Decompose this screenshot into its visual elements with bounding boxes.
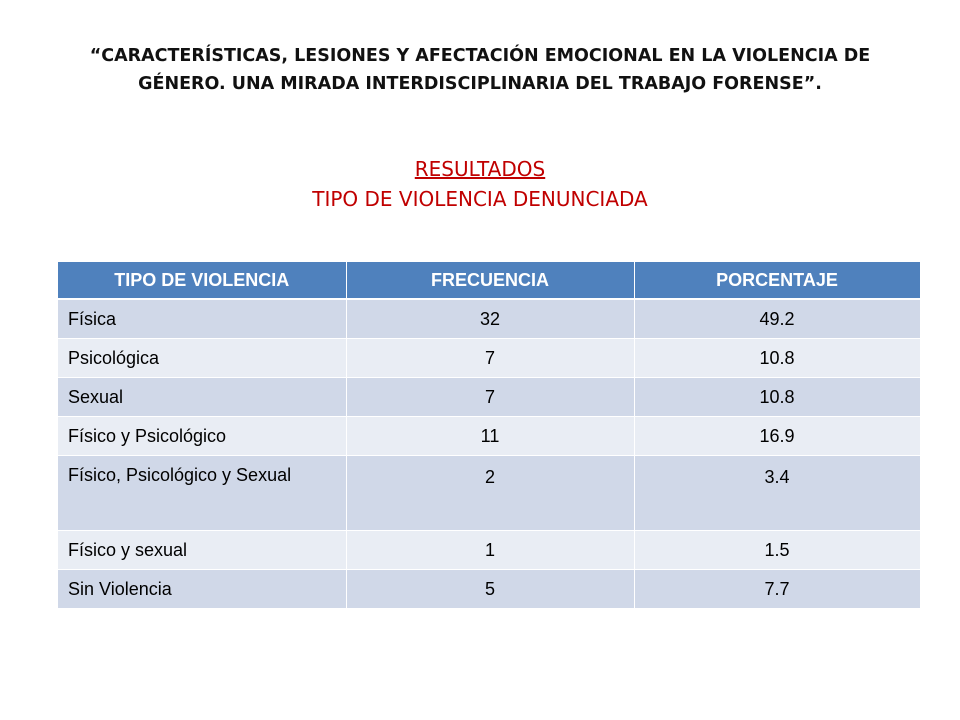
cell-frecuencia: 2 <box>346 456 634 531</box>
cell-frecuencia: 7 <box>346 378 634 417</box>
cell-tipo: Físico y sexual <box>58 531 346 570</box>
cell-tipo: Sexual <box>58 378 346 417</box>
section-heading <box>60 154 900 214</box>
cell-porcentaje: 3.4 <box>634 456 920 531</box>
cell-frecuencia: 1 <box>346 531 634 570</box>
column-header-tipo: TIPO DE VIOLENCIA <box>58 262 346 299</box>
cell-frecuencia: 32 <box>346 299 634 339</box>
cell-tipo: Físico, Psicológico y Sexual <box>58 456 346 531</box>
cell-porcentaje: 10.8 <box>634 339 920 378</box>
cell-tipo: Psicológica <box>58 339 346 378</box>
table-row <box>58 339 920 378</box>
table-row <box>58 456 920 531</box>
cell-tipo: Física <box>58 299 346 339</box>
table-row <box>58 417 920 456</box>
table-row <box>58 531 920 570</box>
cell-porcentaje: 7.7 <box>634 570 920 609</box>
cell-porcentaje: 49.2 <box>634 299 920 339</box>
cell-tipo: Sin Violencia <box>58 570 346 609</box>
column-header-frecuencia: FRECUENCIA <box>346 262 634 299</box>
table-row <box>58 570 920 609</box>
cell-frecuencia: 5 <box>346 570 634 609</box>
cell-porcentaje: 16.9 <box>634 417 920 456</box>
cell-tipo: Físico y Psicológico <box>58 417 346 456</box>
results-heading: RESULTADOS <box>414 157 546 181</box>
violence-type-heading: TIPO DE VIOLENCIA DENUNCIADA <box>312 187 648 211</box>
cell-porcentaje: 10.8 <box>634 378 920 417</box>
cell-frecuencia: 11 <box>346 417 634 456</box>
table-header-row <box>58 262 920 299</box>
table-row <box>58 299 920 339</box>
violence-type-table <box>58 262 921 609</box>
column-header-porcentaje: PORCENTAJE <box>634 262 920 299</box>
slide-title: “CARACTERÍSTICAS, LESIONES Y AFECTACIÓN EMOCIONAL EN LA VIOLENCIA DE GÉNERO. UNA MIRADA INTERDISCIPLINARIA DEL TRABAJO FORENSE”. <box>89 46 871 94</box>
cell-porcentaje: 1.5 <box>634 531 920 570</box>
table-row <box>58 378 920 417</box>
cell-frecuencia: 7 <box>346 339 634 378</box>
